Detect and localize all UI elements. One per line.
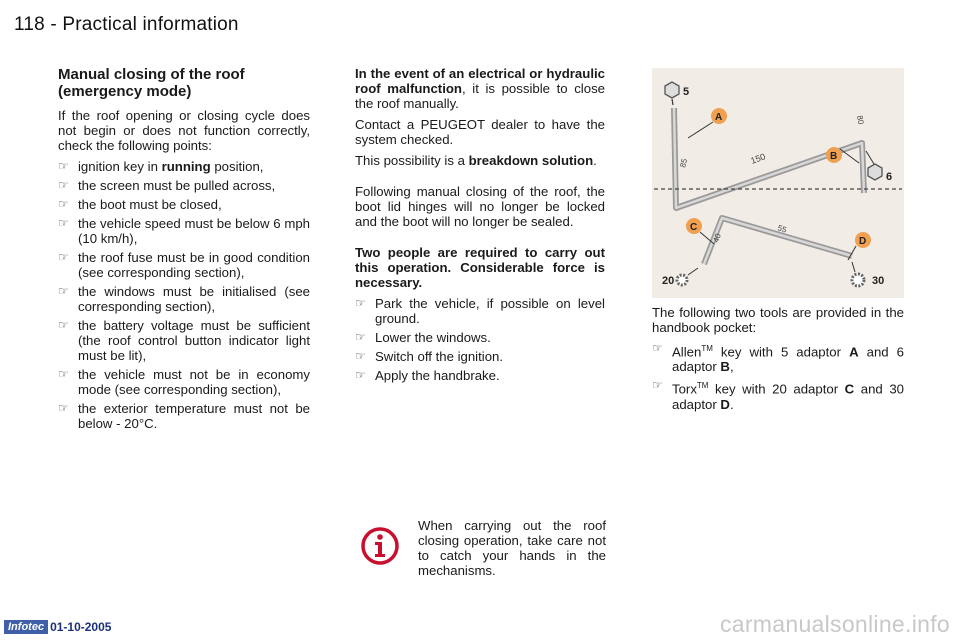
torx-adaptor-20-icon [677,275,687,285]
caution-note [360,518,608,582]
tools-list [652,341,904,412]
label-b: B [830,151,838,162]
list-item: ☞ the boot must be closed, [58,197,222,212]
watermark: carmanualsonline.info [719,611,950,637]
label-30: 30 [872,275,885,287]
dim-150: 150 [749,151,767,166]
list-item: ☞ the roof fuse must be in good condition (see corresponding section), [58,250,310,280]
list-item: ☞ the screen must be pulled across, [58,178,276,193]
checklist [58,159,310,431]
list-item: ☞ Park the vehicle, if possible on level ground. [355,296,605,326]
pointing-hand-icon: ☞ [355,368,366,382]
list-item: ☞ the windows must be initialised (see corresponding section), [58,284,310,314]
label-d: D [859,236,867,247]
label-5: 5 [683,86,690,98]
section-title: Manual closing of the roof (emergency mode) [58,66,245,100]
dim-55: 55 [776,223,788,235]
dim-80: 80 [855,114,866,126]
list-item: ☞ Lower the windows. [355,330,491,345]
dim-40: 40 [711,232,723,244]
footer [4,620,111,634]
tools-intro: The following two tools are provided in the handbook pocket: [652,305,904,335]
label-6: 6 [886,171,893,183]
steps-list [355,296,605,383]
hex-adaptor-6-icon [868,164,882,180]
list-item: ☞ the vehicle speed must be below 6 mph (10 km/h), [58,216,310,246]
list-item: ☞ the battery voltage must be sufficient (the roof control button indicator light must be lit), [58,318,310,363]
pointing-hand-icon: ☞ [58,216,69,230]
list-item: ☞ Torx™ key with 20 adaptor C and 30 adaptor D. [652,378,904,412]
pointing-hand-icon: ☞ [58,250,69,264]
list-item: ☞ Switch off the ignition. [355,349,504,364]
label-c: C [690,222,698,233]
column-manual-closing [58,66,310,435]
hex-adaptor-5-icon [665,82,679,98]
pointing-hand-icon: ☞ [355,296,366,310]
list-item: ☞ ignition key in running position, [58,159,264,174]
pointing-hand-icon: ☞ [58,178,69,192]
label-a: A [715,112,723,123]
caution-text: When carrying out the roof closing operation, take care not to catch your hands in the mechanisms. [418,518,606,578]
pointing-hand-icon: ☞ [652,341,663,355]
tools-illustration [652,68,904,298]
pointing-hand-icon: ☞ [355,349,366,363]
pointing-hand-icon: ☞ [58,401,69,415]
dealer-text: Contact a PEUGEOT dealer to have the system checked. [355,117,605,147]
tools-diagram [652,68,904,298]
boot-lid-text: Following manual closing of the roof, the boot lid hinges will no longer be locked and the boot will no longer be sealed. [355,184,605,229]
pointing-hand-icon: ☞ [58,197,69,211]
pointing-hand-icon: ☞ [58,318,69,332]
list-item: ☞ the exterior temperature must not be below - 20°C. [58,401,310,431]
pointing-hand-icon: ☞ [652,378,663,393]
label-20: 20 [662,275,675,287]
pointing-hand-icon: ☞ [58,284,69,298]
footer-date: 01-10-2005 [50,620,112,634]
info-icon [360,526,400,566]
column-tools [652,305,904,416]
list-item: ☞ Apply the handbrake. [355,368,500,383]
infotec-logo: Infotec [4,620,48,634]
pointing-hand-icon: ☞ [355,330,366,344]
list-item: ☞ the vehicle must not be in economy mode (see corresponding section), [58,367,310,397]
torx-adaptor-30-icon [852,274,864,286]
breakdown-text: This possibility is a breakdown solution. [355,153,597,168]
list-item: ☞ Allen™ key with 5 adaptor A and 6 adaptor B, [652,341,905,375]
two-people-warning: Two people are required to carry out this operation. Considerable force is necessary. [355,245,605,290]
page-title: 118 - Practical information [14,14,239,35]
pointing-hand-icon: ☞ [58,367,69,381]
intro-text: If the roof opening or closing cycle does not begin or does not function correctly, check the following points: [58,108,310,153]
malfunction-text: In the event of an electrical or hydraulic roof malfunction, it is possible to close the roof manually. [355,66,605,111]
dim-85: 85 [678,157,690,169]
column-malfunction [355,66,605,387]
pointing-hand-icon: ☞ [58,159,69,173]
